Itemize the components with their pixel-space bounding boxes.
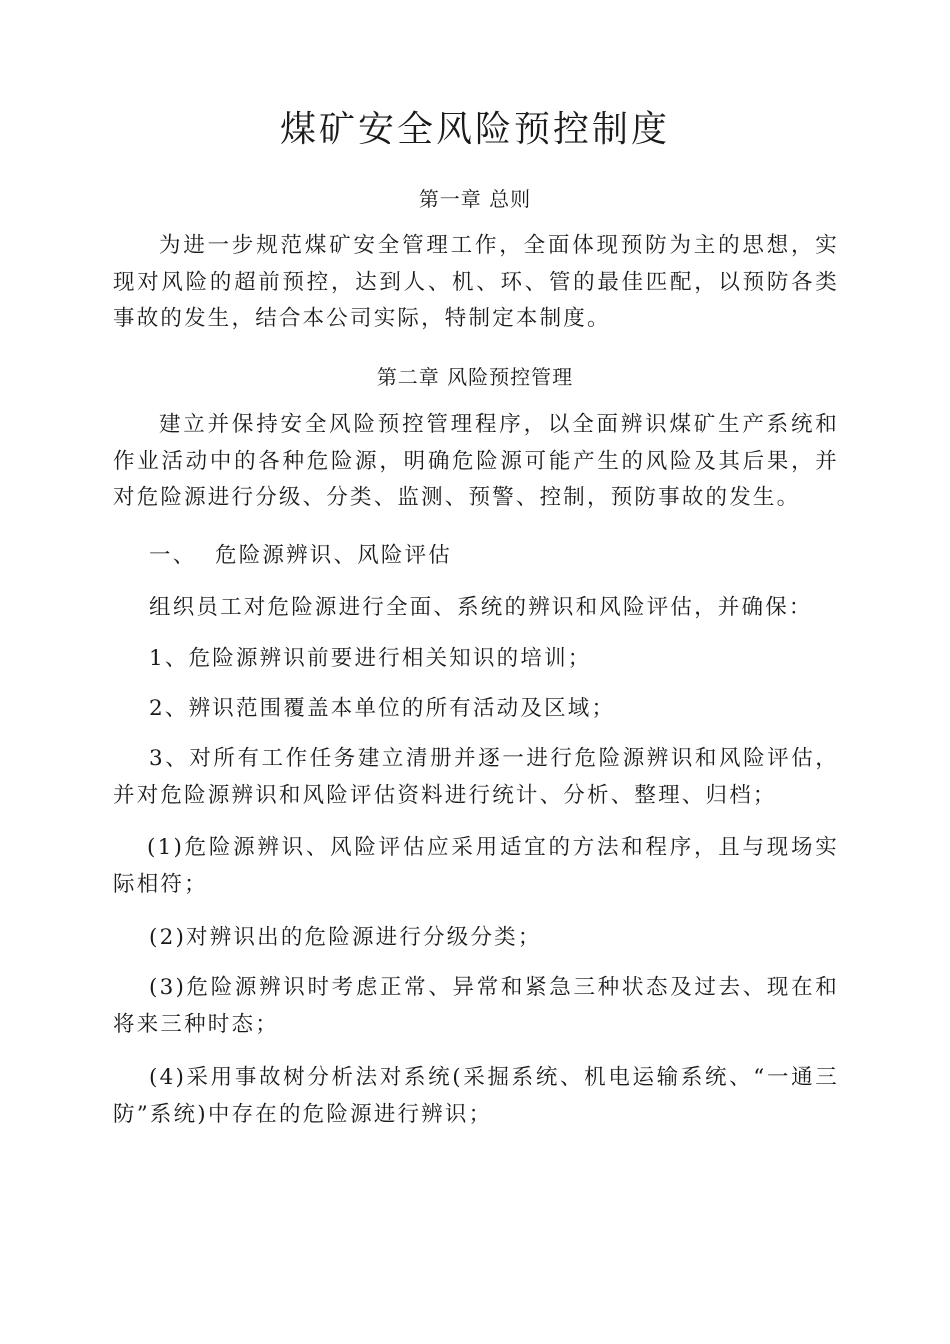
sub-list-item: (2)对辨识出的危险源进行分级分类； — [149, 925, 542, 950]
section-1-intro: 组织员工对危险源进行全面、系统的辨识和风险评估，并确保： — [149, 595, 813, 620]
list-item: 3、对所有工作任务建立清册并逐一进行危险源辨识和风险评估，并对危险源辨识和风险评估资料进行统计、分析、整理、归档； — [113, 746, 839, 808]
section-1-title: 危险源辨识、风险评估 — [215, 543, 453, 568]
sub-list-item: (4)采用事故树分析法对系统(采掘系统、机电运输系统、“一通三防”系统)中存在的危险源进行辨识； — [113, 1065, 839, 1127]
document-title: 煤矿安全风险预控制度 — [279, 109, 670, 150]
chapter-1-paragraph: 为进一步规范煤矿安全管理工作，全面体现预防为主的思想，实现对风险的超前预控，达到人、机、环、管的最佳匹配，以预防各类事故的发生，结合本公司实际，特制定本制度。 — [113, 233, 839, 331]
section-1-heading — [113, 538, 839, 575]
list-item: 1、危险源辨识前要进行相关知识的培训； — [149, 646, 592, 671]
chapter-2-paragraph: 建立并保持安全风险预控管理程序，以全面辨识煤矿生产系统和作业活动中的各种危险源，明确危险源可能产生的风险及其后果，并对危险源进行分级、分类、监测、预警、控制，预防事故的发生。 — [113, 412, 839, 510]
sub-list-item: (3)危险源辨识时考虑正常、异常和紧急三种状态及过去、现在和将来三种时态； — [113, 975, 839, 1037]
list-item: 2、辨识范围覆盖本单位的所有活动及区域； — [149, 696, 616, 721]
section-1-number: 一、 — [149, 543, 197, 568]
chapter-1-heading: 第一章 总则 — [418, 187, 532, 211]
chapter-2-heading: 第二章 风险预控管理 — [376, 365, 574, 389]
sub-list-item: (1)危险源辨识、风险评估应采用适宜的方法和程序，且与现场实际相符； — [113, 835, 839, 897]
